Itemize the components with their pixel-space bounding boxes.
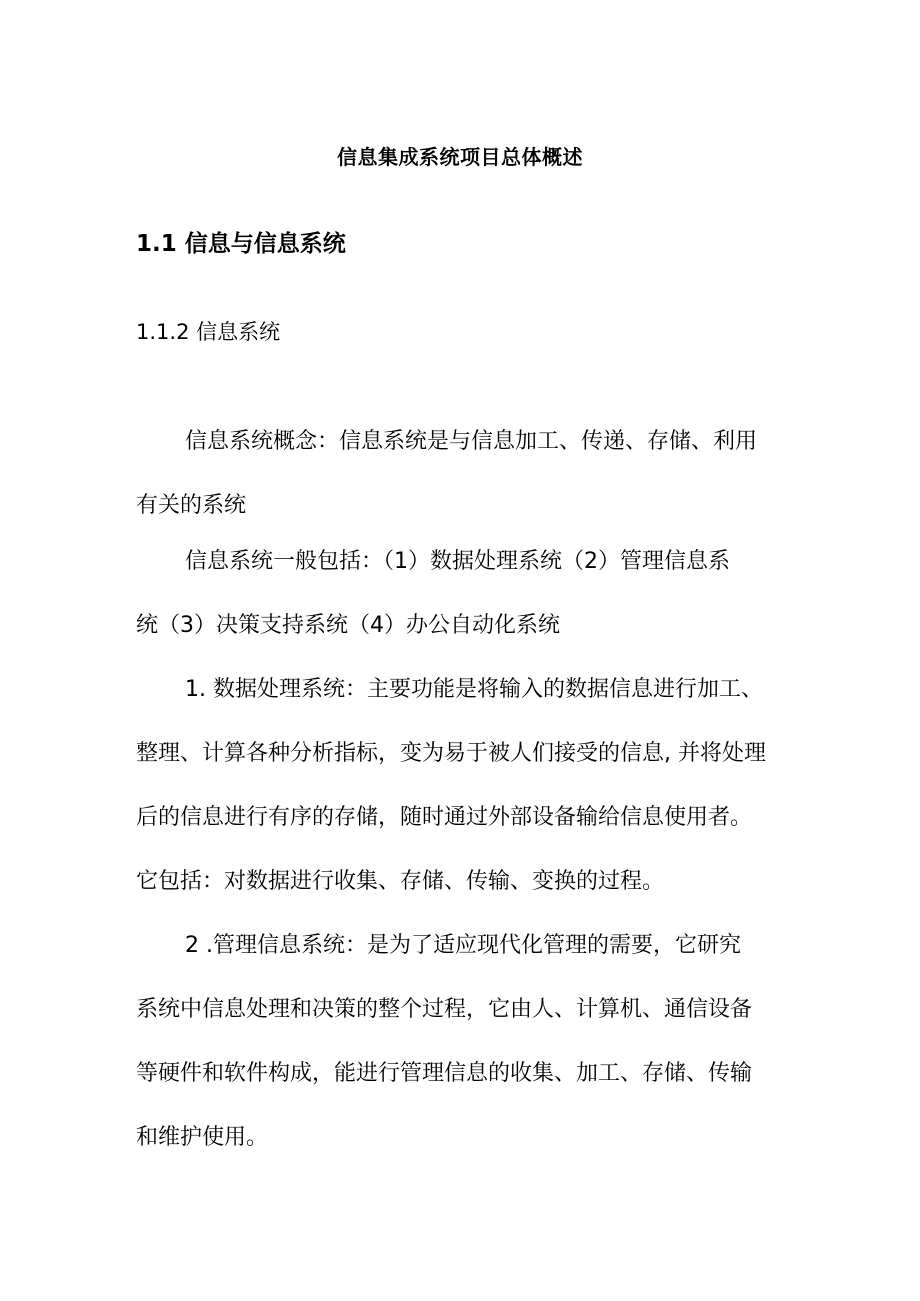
paragraph-line: 它包括：对数据进行收集、存储、传输、变换的过程。 [136, 869, 665, 894]
paragraph-line: 后的信息进行有序的存储，随时通过外部设备输给信息使用者。 [136, 805, 753, 830]
paragraph-line: 和维护使用。 [136, 1125, 269, 1150]
paragraph-line: 等硬件和软件构成，能进行管理信息的收集、加工、存储、传输 [136, 1061, 753, 1086]
paragraph-line: 信息系统概念：信息系统是与信息加工、传递、存储、利用 [185, 429, 758, 454]
paragraph-line: 信息系统一般包括：（1）数据处理系统（2）管理信息系 [185, 549, 730, 574]
paragraph-line: 统（3）决策支持系统（4）办公自动化系统 [136, 613, 560, 638]
paragraph-line: 系统中信息处理和决策的整个过程，它由人、计算机、通信设备 [136, 997, 753, 1022]
paragraph-line: 2 .管理信息系统：是为了适应现代化管理的需要，它研究 [185, 933, 741, 958]
paragraph-includes [136, 530, 788, 658]
paragraph-concept [136, 410, 788, 538]
section-heading: 1.1 信息与信息系统 [136, 231, 346, 257]
subsection-heading: 1.1.2 信息系统 [136, 320, 281, 344]
paragraph-line: 整理、计算各种分析指标，变为易于被人们接受的信息, 并将处理 [136, 741, 766, 766]
document-title: 信息集成系统项目总体概述 [337, 145, 583, 169]
paragraph-line: 有关的系统 [136, 493, 247, 518]
paragraph-management-info [136, 914, 788, 1170]
paragraph-data-processing [136, 658, 788, 914]
paragraph-line: 1. 数据处理系统：主要功能是将输入的数据信息进行加工、 [185, 677, 763, 702]
